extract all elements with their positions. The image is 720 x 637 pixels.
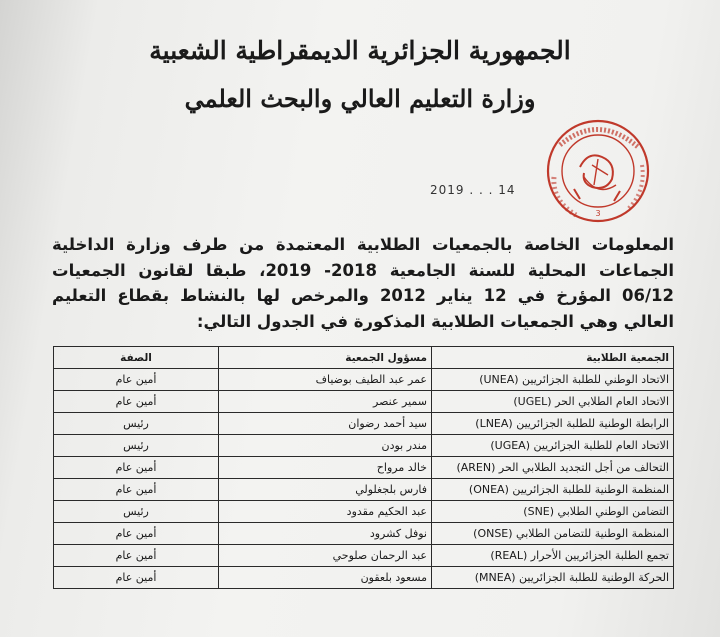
leader-name: عمر عبد الطيف بوضياف xyxy=(219,369,432,391)
association-name: الحركة الوطنية للطلبة الجزائريين (MNEA) xyxy=(432,567,674,589)
table-header-row xyxy=(54,347,674,369)
header-association: الجمعية الطلابية xyxy=(432,347,674,369)
official-seal xyxy=(528,115,666,225)
table-row xyxy=(54,435,674,457)
leader-role: أمين عام xyxy=(54,567,219,589)
table-row xyxy=(54,413,674,435)
leader-name: خالد مرواح xyxy=(219,457,432,479)
association-name: الاتحاد العام للطلبة الجزائريين (UGEA) xyxy=(432,435,674,457)
association-name: الرابطة الوطنية للطلبة الجزائريين (LNEA) xyxy=(432,413,674,435)
ministry-header: وزارة التعليم العالي والبحث العلمي xyxy=(184,84,536,113)
leader-role: أمين عام xyxy=(54,391,219,413)
seal-inner-ring xyxy=(562,135,634,207)
table-row xyxy=(54,369,674,391)
leader-name: مسعود بلعقون xyxy=(219,567,432,589)
association-name: التحالف من أجل التجديد الطلابي الحر (AREN) xyxy=(432,457,674,479)
leader-role: رئيس xyxy=(54,435,219,457)
association-name: الاتحاد العام الطلابي الحر (UGEL) xyxy=(432,391,674,413)
table-row xyxy=(54,567,674,589)
leader-name: مندر بودن xyxy=(219,435,432,457)
association-name: تجمع الطلبة الجزائريين الأحرار (REAL) xyxy=(432,545,674,567)
document-date: 2019 . . . 14 xyxy=(430,183,516,197)
table-row xyxy=(54,545,674,567)
seal-number: 3 xyxy=(595,209,601,218)
intro-paragraph: المعلومات الخاصة بالجمعيات الطلابية المعتمدة من طرف وزارة الداخلية الجماعات المحلية للسنة الجامعية 2018- 2019، طبقا لقانون الجمعيات 06/12 المؤرخ في 12 يناير 2012 والمرخص لها بالنشاط بقطاع التعليم العالي وهي الجمعيات الطلابية المذكورة في الجدول التالي: xyxy=(52,235,675,331)
leader-role: رئيس xyxy=(54,413,219,435)
header-leader: مسؤول الجمعية xyxy=(219,347,432,369)
association-name: التضامن الوطني الطلابي (SNE) xyxy=(432,501,674,523)
leader-role: رئيس xyxy=(54,501,219,523)
leader-name: سيد أحمد رضوان xyxy=(219,413,432,435)
table-row xyxy=(54,501,674,523)
leader-role: أمين عام xyxy=(54,545,219,567)
leader-role: أمين عام xyxy=(54,479,219,501)
header-role: الصفة xyxy=(54,347,219,369)
table-row xyxy=(54,523,674,545)
association-name: المنظمة الوطنية للتضامن الطلابي (ONSE) xyxy=(432,523,674,545)
association-name: الاتحاد الوطني للطلبة الجزائريين (UNEA) xyxy=(432,369,674,391)
republic-header: الجمهورية الجزائرية الديمقراطية الشعبية xyxy=(149,36,571,65)
leader-name: نوفل كشرود xyxy=(219,523,432,545)
table-row xyxy=(54,479,674,501)
leader-role: أمين عام xyxy=(54,369,219,391)
association-name: المنظمة الوطنية للطلبة الجزائريين (ONEA) xyxy=(432,479,674,501)
leader-name: فارس بلجغلولي xyxy=(219,479,432,501)
leader-name: عبد الحكيم مقدود xyxy=(219,501,432,523)
leader-role: أمين عام xyxy=(54,523,219,545)
leader-name: عبد الرحمان صلوحي xyxy=(219,545,432,567)
leader-role: أمين عام xyxy=(54,457,219,479)
table-row xyxy=(54,391,674,413)
leader-name: سمير عنصر xyxy=(219,391,432,413)
student-associations-table xyxy=(53,346,674,589)
table-row xyxy=(54,457,674,479)
